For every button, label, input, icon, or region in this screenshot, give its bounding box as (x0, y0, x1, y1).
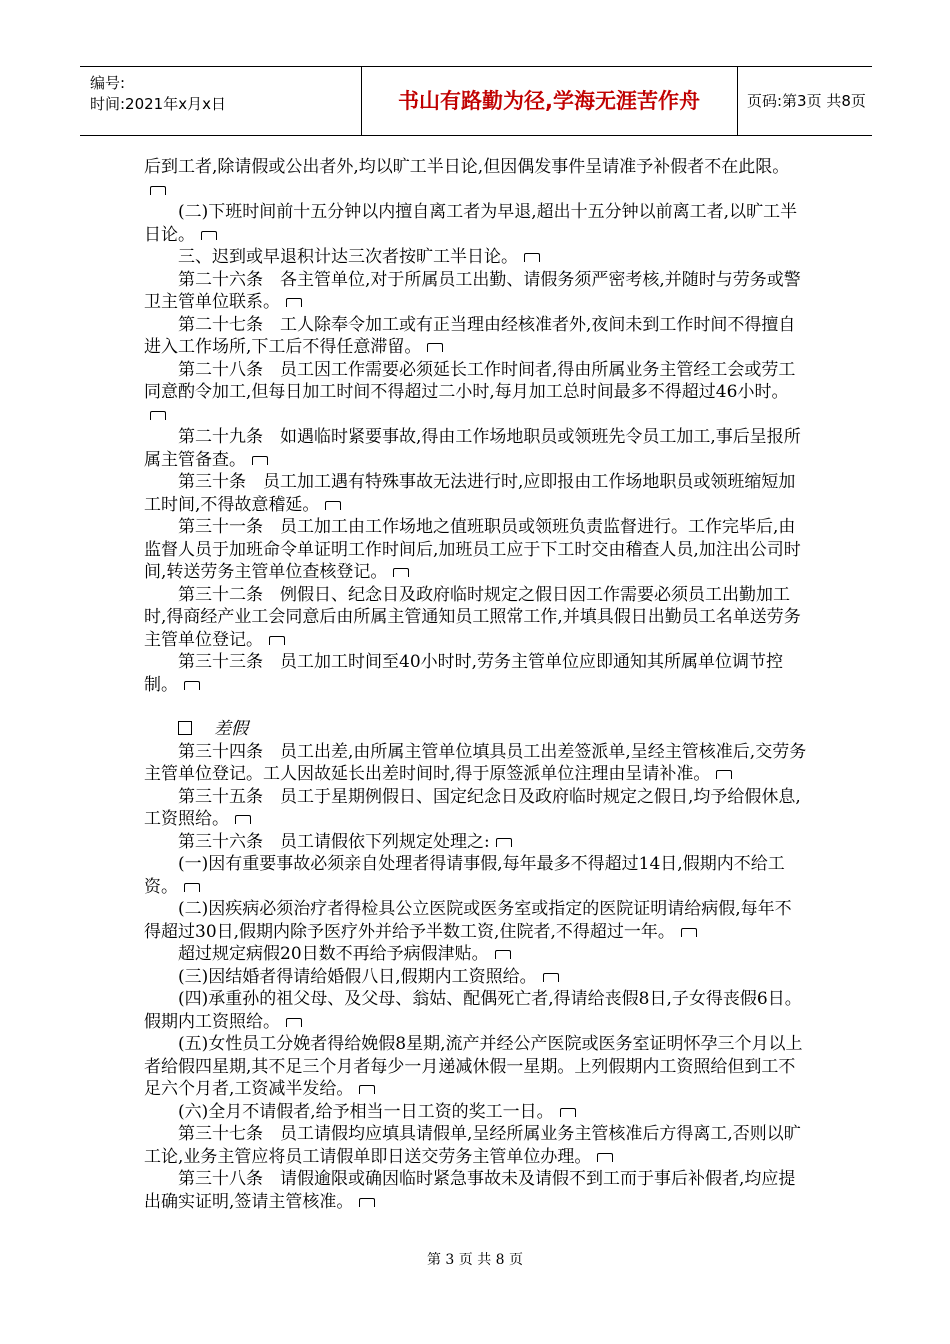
paragraph-text: 第三十八条 请假逾限或确因临时紧急事故未及请假不到工而于事后补假者,均应提出确实证明,签请主管核准。 (144, 1169, 796, 1212)
header-motto: 书山有路勤为径,学海无涯苦作舟 (398, 89, 700, 113)
paragraph (144, 966, 808, 989)
paragraph (144, 1101, 808, 1124)
paragraph-text: 三、迟到或早退积计达三次者按旷工半日论。 (178, 247, 518, 267)
paragraph-text: 第三十七条 员工请假均应填具请假单,呈经所属业务主管核准后方得离工,否则以旷工论,业务主管应将员工请假单即日送交劳务主管单位办理。 (144, 1124, 801, 1167)
paragraph-text: 第二十八条 员工因工作需要必须延长工作时间者,得由所属业务主管经工会或劳工同意酌令加工,但每日加工时间不得超过二小时,每月加工总时间最多不得超过46小时。 (144, 359, 796, 402)
paragraph (144, 516, 808, 584)
page-header (80, 66, 872, 136)
paragraph-text: 第三十四条 员工出差,由所属主管单位填具员工出差签派单,呈经主管核准后,交劳务主管单位登记。工人因故延长出差时间时,得于原签派单位注理由呈请补准。 (144, 741, 807, 784)
paragraph-text: 第三十五条 员工于星期例假日、国定纪念日及政府临时规定之假日,均予给假休息,工资照给。 (144, 786, 801, 829)
paragraph-text: 第三十一条 员工加工由工作场地之值班职员或领班负责监督进行。工作完毕后,由监督人员于加班命令单证明工作时间后,加班员工应于下工时交由稽查人员,加注出公司时间,转送劳务主管单位查核登记。 (144, 517, 801, 582)
paragraph-text: (六)全月不请假者,给予相当一日工资的奖工一日。 (178, 1101, 554, 1122)
paragraph (144, 201, 808, 246)
paragraph-text: 后到工者,除请假或公出者外,均以旷工半日论,但因偶发事件呈请准予补假者不在此限。 (144, 157, 790, 177)
paragraph-mark-icon (427, 343, 443, 352)
paragraph-text: (三)因结婚者得请给婚假八日,假期内工资照给。 (178, 966, 537, 987)
header-meta (90, 73, 226, 115)
paragraph (144, 426, 808, 471)
paragraph-group (144, 741, 808, 1214)
header-divider (737, 67, 738, 135)
paragraph-text: 第二十七条 工人除奉令加工或有正当理由经核准者外,夜间未到工作时间不得擅自进入工作场所,下工后不得任意滞留。 (144, 314, 796, 357)
paragraph (144, 359, 808, 427)
paragraph-mark-icon (524, 253, 540, 262)
paragraph (144, 584, 808, 652)
paragraph-mark-icon (716, 770, 732, 779)
paragraph (144, 246, 808, 269)
paragraph (144, 1168, 808, 1213)
paragraph-text: 第三十条 员工加工遇有特殊事故无法进行时,应即报由工作场地职员或领班缩短加工时间,不得故意稽延。 (144, 472, 796, 515)
paragraph (144, 741, 808, 786)
paragraph (144, 898, 808, 943)
paragraph (144, 314, 808, 359)
paragraph-text: 第三十三条 员工加工时间至40小时时,劳务主管单位应即通知其所属单位调节控制。 (144, 652, 784, 695)
checkbox-square-icon (178, 721, 192, 735)
paragraph-mark-icon (201, 231, 217, 240)
paragraph-text: 第三十二条 例假日、纪念日及政府临时规定之假日因工作需要必须员工出勤加工时,得商经产业工会同意后由所属主管通知员工照常工作,并填具假日出勤员工名单送劳务主管单位登记。 (144, 584, 801, 650)
paragraph (144, 1123, 808, 1168)
paragraph-mark-icon (325, 501, 341, 510)
paragraph (144, 156, 808, 201)
paragraph-mark-icon (597, 1153, 613, 1162)
paragraph (144, 786, 808, 831)
paragraph-text: 第二十六条 各主管单位,对于所属员工出勤、请假务须严密考核,并随时与劳务或警卫主管单位联系。 (144, 269, 801, 312)
paragraph (144, 831, 808, 854)
document-number-label: 编号: (90, 74, 126, 92)
paragraph-group (144, 156, 808, 696)
paragraph-mark-icon (269, 636, 285, 645)
paragraph (144, 943, 808, 966)
paragraph-text: 第三十六条 员工请假依下列规定处理之: (178, 831, 490, 852)
document-body (144, 156, 808, 1213)
paragraph-mark-icon (286, 298, 302, 307)
paragraph (144, 1033, 808, 1101)
paragraph-mark-icon (393, 568, 409, 577)
paragraph-text: (四)承重孙的祖父母、及父母、翁姑、配偶死亡者,得请给丧假8日,子女得丧假6日。假期内工资照给。 (144, 989, 802, 1032)
paragraph (144, 471, 808, 516)
paragraph-mark-icon (150, 411, 166, 420)
paragraph-text: 超过规定病假20日数不再给予病假津贴。 (178, 944, 489, 964)
paragraph-mark-icon (235, 815, 251, 824)
header-page-number: 页码:第3页 共8页 (747, 92, 866, 110)
document-date-label: 时间:2021年x月x日 (90, 95, 226, 113)
spacer (144, 696, 808, 718)
paragraph-mark-icon (560, 1108, 576, 1117)
section-heading (144, 718, 808, 741)
paragraph (144, 853, 808, 898)
paragraph-mark-icon (359, 1085, 375, 1094)
paragraph-mark-icon (543, 973, 559, 982)
paragraph-text: (二)下班时间前十五分钟以内擅自离工者为早退,超出十五分钟以前离工者,以旷工半日论。 (144, 202, 798, 245)
paragraph-mark-icon (495, 950, 511, 959)
paragraph-text: 第二十九条 如遇临时紧要事故,得由工作场地职员或领班先令员工加工,事后呈报所属主管备查。 (144, 427, 801, 470)
paragraph-mark-icon (150, 186, 166, 195)
paragraph-mark-icon (184, 883, 200, 892)
paragraph-mark-icon (184, 681, 200, 690)
paragraph-mark-icon (496, 838, 512, 847)
paragraph-mark-icon (681, 928, 697, 937)
paragraph-mark-icon (359, 1198, 375, 1207)
section-title: 差假 (214, 719, 248, 739)
paragraph-mark-icon (252, 456, 268, 465)
paragraph-text: (二)因疾病必须治疗者得检具公立医院或医务室或指定的医院证明请给病假,每年不得超过30日,假期内除予医疗外并给予半数工资,住院者,不得超过一年。 (144, 899, 792, 942)
paragraph (144, 269, 808, 314)
page-footer: 第 3 页 共 8 页 (426, 1252, 524, 1268)
paragraph-text: (五)女性员工分娩者得给娩假8星期,流产并经公产医院或医务室证明怀孕三个月以上者给假四星期,其不足三个月者每少一月递减休假一星期。上列假期内工资照给但到工不足六个月者,工资减半发给。 (144, 1034, 803, 1099)
paragraph (144, 988, 808, 1033)
paragraph (144, 651, 808, 696)
paragraph-mark-icon (286, 1018, 302, 1027)
paragraph-text: (一)因有重要事故必须亲自处理者得请事假,每年最多不得超过14日,假期内不给工资。 (144, 854, 785, 897)
